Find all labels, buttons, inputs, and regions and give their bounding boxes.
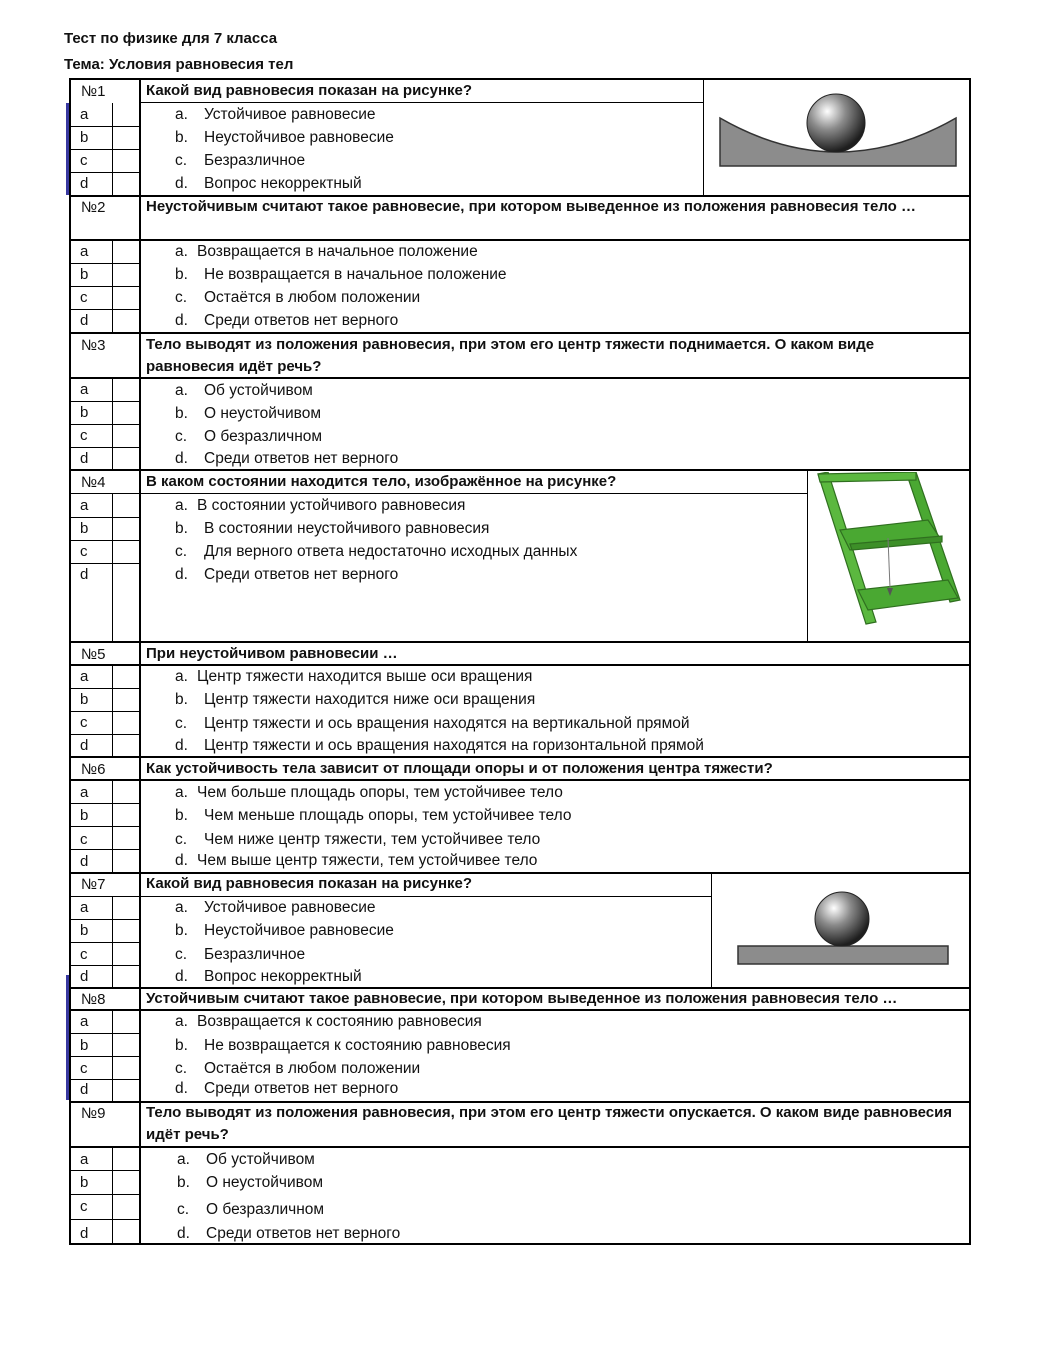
answer-option: a. Устойчивое равновесие bbox=[175, 106, 376, 123]
option-checkbox-d[interactable]: d bbox=[80, 450, 89, 467]
answer-option: d. Чем выше центр тяжести, тем устойчивее тело bbox=[175, 852, 538, 869]
option-checkbox-d[interactable]: d bbox=[80, 312, 89, 329]
question-number: №7 bbox=[81, 876, 106, 893]
option-checkbox-d[interactable]: d bbox=[80, 737, 89, 754]
option-checkbox-d[interactable]: d bbox=[80, 175, 89, 192]
question-text: Неустойчивым считают такое равновесие, при котором выведенное из положения равновесия тело … bbox=[146, 198, 916, 215]
answer-option: b. В состоянии неустойчивого равновесия bbox=[175, 520, 490, 537]
margin-mark bbox=[66, 975, 69, 1100]
answer-option: d. Среди ответов нет верного bbox=[175, 312, 399, 329]
option-checkbox-c[interactable]: c bbox=[80, 152, 88, 169]
answer-option: c. Центр тяжести и ось вращения находятся на вертикальной прямой bbox=[175, 715, 690, 732]
option-checkbox-c[interactable]: c bbox=[80, 714, 88, 731]
question-text: Тело выводят из положения равновесия, при этом его центр тяжести опускается. О каком виде равновесия идёт речь? bbox=[146, 1104, 953, 1143]
document-title: Тест по физике для 7 класса bbox=[64, 30, 278, 47]
question-number: №5 bbox=[81, 646, 106, 663]
answer-option: c. Остаётся в любом положении bbox=[175, 1060, 421, 1077]
option-checkbox-d[interactable]: d bbox=[80, 566, 89, 583]
option-checkbox-c[interactable]: c bbox=[80, 831, 88, 848]
answer-option: b. О неустойчивом bbox=[175, 405, 321, 422]
answer-option: c. О безразличном bbox=[175, 428, 323, 445]
answer-option: d. Вопрос некорректный bbox=[175, 968, 362, 985]
shelf-board bbox=[858, 580, 958, 610]
option-checkbox-a[interactable]: a bbox=[80, 668, 89, 685]
option-checkbox-c[interactable]: c bbox=[80, 946, 88, 963]
answer-option: b. Чем меньше площадь опоры, тем устойчивее тело bbox=[175, 807, 572, 824]
answer-option: b. Неустойчивое равновесие bbox=[175, 129, 394, 146]
question-text: Какой вид равновесия показан на рисунке? bbox=[146, 875, 473, 892]
flat-surface bbox=[738, 946, 948, 964]
tilted-shelf-figure bbox=[810, 472, 968, 638]
option-checkbox-b[interactable]: b bbox=[80, 1037, 89, 1054]
question-number: №3 bbox=[81, 337, 106, 354]
option-checkbox-d[interactable]: d bbox=[80, 1081, 89, 1098]
option-checkbox-a[interactable]: a bbox=[80, 1013, 89, 1030]
option-checkbox-b[interactable]: b bbox=[80, 266, 89, 283]
answer-option: a. Чем больше площадь опоры, тем устойчивее тело bbox=[175, 784, 563, 801]
answer-option: a. Возвращается в начальное положение bbox=[175, 243, 478, 260]
answer-option: a. Центр тяжести находится выше оси вращения bbox=[175, 668, 533, 685]
option-checkbox-b[interactable]: b bbox=[80, 1174, 89, 1191]
question-number: №2 bbox=[81, 199, 106, 216]
ball-on-plane-figure bbox=[722, 886, 962, 982]
answer-option: b. Не возвращается в начальное положение bbox=[175, 266, 507, 283]
option-checkbox-c[interactable]: c bbox=[80, 427, 88, 444]
question-number: №1 bbox=[81, 83, 106, 100]
question-text: Как устойчивость тела зависит от площади опоры и от положения центра тяжести? bbox=[146, 760, 773, 777]
checkbox-divider bbox=[112, 1147, 113, 1244]
option-checkbox-b[interactable]: b bbox=[80, 520, 89, 537]
option-checkbox-b[interactable]: b bbox=[80, 404, 89, 421]
option-checkbox-a[interactable]: a bbox=[80, 899, 89, 916]
option-checkbox-c[interactable]: c bbox=[80, 289, 88, 306]
option-checkbox-d[interactable]: d bbox=[80, 853, 89, 870]
question-number: №9 bbox=[81, 1105, 106, 1122]
shelf-top-bar bbox=[818, 472, 916, 482]
question-text: Устойчивым считают такое равновесие, при котором выведенное из положения равновесия тело … bbox=[146, 990, 898, 1007]
ball bbox=[815, 892, 869, 946]
answer-option: c. Чем ниже центр тяжести, тем устойчивее тело bbox=[175, 831, 541, 848]
column-divider bbox=[139, 79, 141, 1245]
option-checkbox-c[interactable]: c bbox=[80, 1198, 88, 1215]
ball-in-bowl-figure bbox=[712, 86, 964, 190]
answer-option: a. Об устойчивом bbox=[177, 1151, 315, 1168]
answer-option: d. Среди ответов нет верного bbox=[175, 450, 399, 467]
answer-option: b. О неустойчивом bbox=[177, 1174, 323, 1191]
answer-option: a. Об устойчивом bbox=[175, 382, 313, 399]
answer-option: d. Среди ответов нет верного bbox=[175, 1080, 399, 1097]
option-checkbox-a[interactable]: a bbox=[80, 106, 89, 123]
answer-option: c. Безразличное bbox=[175, 946, 306, 963]
answer-option: b. Не возвращается к состоянию равновесия bbox=[175, 1037, 511, 1054]
option-checkbox-a[interactable]: a bbox=[80, 497, 89, 514]
answer-option: a. Возвращается к состоянию равновесия bbox=[175, 1013, 482, 1030]
ball bbox=[807, 94, 865, 152]
answer-option: d. Среди ответов нет верного bbox=[175, 566, 399, 583]
option-checkbox-b[interactable]: b bbox=[80, 922, 89, 939]
answer-option: b. Центр тяжести находится ниже оси вращения bbox=[175, 691, 536, 708]
question-text: При неустойчивом равновесии … bbox=[146, 645, 398, 662]
answer-option: c. Для верного ответа недостаточно исходных данных bbox=[175, 543, 578, 560]
option-checkbox-a[interactable]: a bbox=[80, 381, 89, 398]
margin-mark bbox=[66, 103, 69, 195]
option-checkbox-b[interactable]: b bbox=[80, 691, 89, 708]
option-checkbox-b[interactable]: b bbox=[80, 129, 89, 146]
figure-divider bbox=[703, 79, 704, 195]
answer-option: c. Остаётся в любом положении bbox=[175, 289, 421, 306]
question-number: №8 bbox=[81, 991, 106, 1008]
question-text: Тело выводят из положения равновесия, при этом его центр тяжести поднимается. О каком виде равновесия идёт речь? bbox=[146, 336, 875, 375]
answer-option: d. Среди ответов нет верного bbox=[177, 1225, 401, 1242]
answer-option: d. Вопрос некорректный bbox=[175, 175, 362, 192]
answer-option: a. Устойчивое равновесие bbox=[175, 899, 376, 916]
option-checkbox-a[interactable]: a bbox=[80, 1151, 89, 1168]
answer-option: d. Центр тяжести и ось вращения находятся на горизонтальной прямой bbox=[175, 737, 704, 754]
answer-option: c. Безразличное bbox=[175, 152, 306, 169]
option-checkbox-b[interactable]: b bbox=[80, 807, 89, 824]
answer-option: a. В состоянии устойчивого равновесия bbox=[175, 497, 466, 514]
document-topic: Тема: Условия равновесия тел bbox=[64, 56, 294, 73]
option-checkbox-a[interactable]: a bbox=[80, 243, 89, 260]
figure-divider bbox=[711, 873, 712, 988]
question-text: Какой вид равновесия показан на рисунке? bbox=[146, 82, 473, 99]
answer-option: c. О безразличном bbox=[177, 1201, 325, 1218]
option-checkbox-d[interactable]: d bbox=[80, 968, 89, 985]
option-checkbox-d[interactable]: d bbox=[80, 1225, 89, 1242]
figure-divider bbox=[807, 470, 808, 642]
answer-option: b. Неустойчивое равновесие bbox=[175, 922, 394, 939]
question-number: №6 bbox=[81, 761, 106, 778]
question-number: №4 bbox=[81, 474, 106, 491]
question-text: В каком состоянии находится тело, изображённое на рисунке? bbox=[146, 473, 617, 490]
option-checkbox-c[interactable]: c bbox=[80, 543, 88, 560]
option-checkbox-c[interactable]: c bbox=[80, 1060, 88, 1077]
option-checkbox-a[interactable]: a bbox=[80, 784, 89, 801]
